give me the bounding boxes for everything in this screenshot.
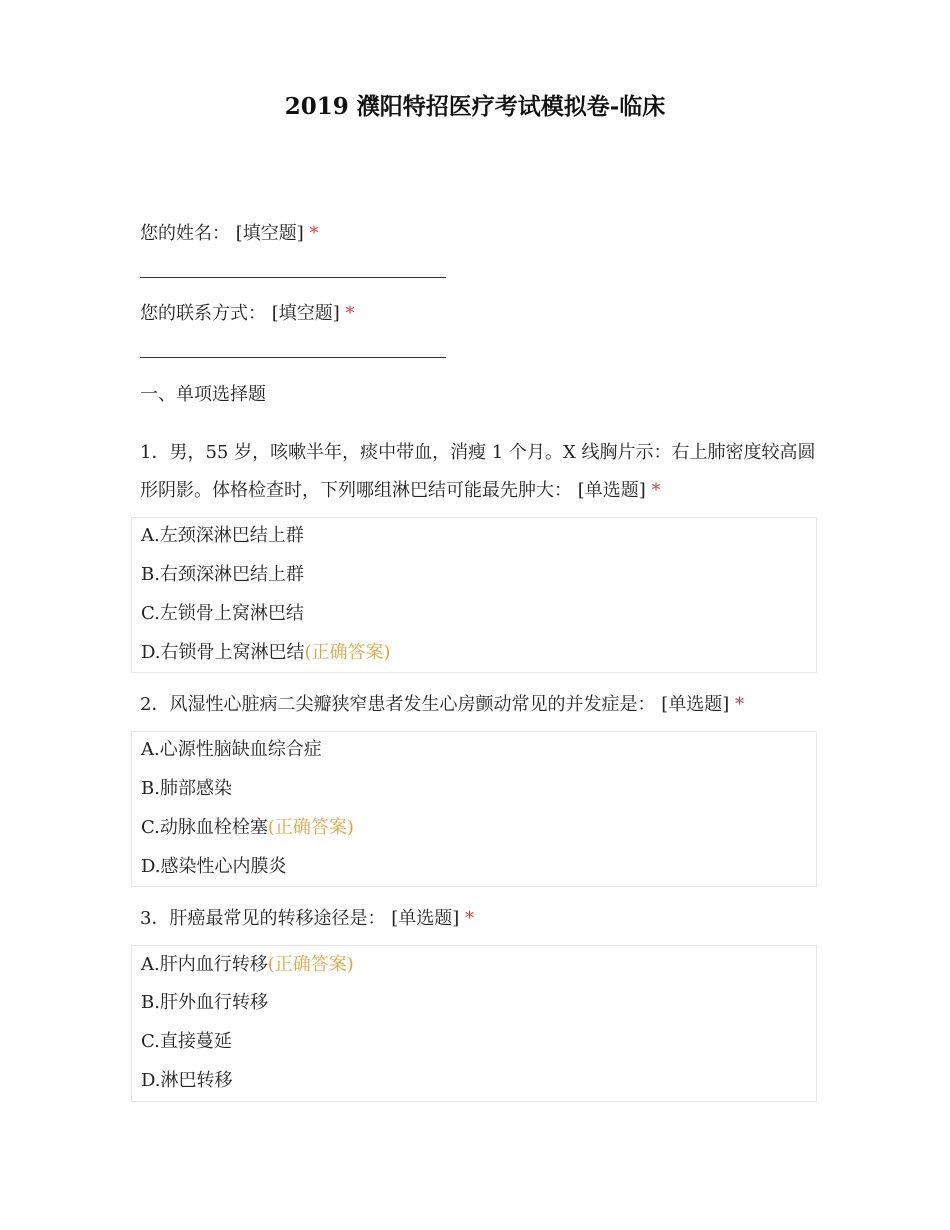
option-a[interactable] xyxy=(141,951,354,979)
option-text: D.感染性心内膜炎 xyxy=(141,856,287,877)
question-number: 2． xyxy=(140,694,170,715)
option-d[interactable] xyxy=(141,639,391,667)
question-2-options xyxy=(131,731,817,887)
option-text: C.动脉血栓栓塞 xyxy=(141,817,268,838)
name-field-type: [填空题] xyxy=(235,223,304,244)
option-text: A.肝内血行转移 xyxy=(141,954,268,975)
name-input-line[interactable] xyxy=(140,277,446,278)
option-text: B.右颈深淋巴结上群 xyxy=(141,564,304,585)
question-type: [单选题] xyxy=(577,480,646,501)
option-text: A.左颈深淋巴结上群 xyxy=(141,525,304,546)
required-mark: * xyxy=(651,480,661,501)
option-c[interactable] xyxy=(141,1028,232,1056)
option-d[interactable] xyxy=(141,853,287,881)
question-type: [单选题] xyxy=(391,908,460,929)
option-b[interactable] xyxy=(141,989,268,1017)
option-text: D.淋巴转移 xyxy=(141,1070,233,1091)
question-1-options xyxy=(131,517,817,673)
contact-field-label xyxy=(140,300,355,328)
question-text: 风湿性心脏病二尖瓣狭窄患者发生心房颤动常见的并发症是： xyxy=(169,694,656,715)
option-text: B.肺部感染 xyxy=(141,778,232,799)
option-text: D.右锁骨上窝淋巴结 xyxy=(141,642,305,663)
contact-field-type: [填空题] xyxy=(271,303,340,324)
question-text: 肝癌最常见的转移途径是： xyxy=(169,908,386,929)
option-c[interactable] xyxy=(141,814,354,842)
question-text: 男，55 岁，咳嗽半年，痰中带血，消瘦 1 个月。X 线胸片示：右上肺密度较高圆形阴影。体格检查时，下列哪组淋巴结可能最先肿大： xyxy=(140,442,816,501)
contact-input-line[interactable] xyxy=(140,357,446,358)
required-mark: * xyxy=(734,694,744,715)
section-title: 一、单项选择题 xyxy=(140,384,266,405)
name-field-label xyxy=(140,220,319,248)
required-mark: * xyxy=(464,908,474,929)
question-number: 3． xyxy=(140,908,170,929)
required-mark: * xyxy=(309,223,319,244)
name-field-label-text: 您的姓名： xyxy=(140,223,230,244)
option-b[interactable] xyxy=(141,561,304,589)
option-text: A.心源性脑缺血综合症 xyxy=(141,739,322,760)
question-3-options xyxy=(131,945,817,1102)
question-type: [单选题] xyxy=(661,694,730,715)
option-text: C.左锁骨上窝淋巴结 xyxy=(141,603,304,624)
option-b[interactable] xyxy=(141,775,232,803)
option-text: B.肝外血行转移 xyxy=(141,992,268,1013)
correct-answer-marker: (正确答案) xyxy=(304,642,391,663)
required-mark: * xyxy=(345,303,355,324)
option-d[interactable] xyxy=(141,1067,233,1095)
option-a[interactable] xyxy=(141,736,322,764)
option-text: C.直接蔓延 xyxy=(141,1031,232,1052)
question-1 xyxy=(140,434,820,510)
correct-answer-marker: (正确答案) xyxy=(267,817,354,838)
contact-field-label-text: 您的联系方式： xyxy=(140,303,266,324)
option-a[interactable] xyxy=(141,522,304,550)
question-2 xyxy=(140,686,820,724)
correct-answer-marker: (正确答案) xyxy=(267,954,354,975)
question-number: 1． xyxy=(140,442,170,463)
option-c[interactable] xyxy=(141,600,304,628)
page-title: 2019 濮阳特招医疗考试模拟卷-临床 xyxy=(284,93,666,120)
question-3 xyxy=(140,900,820,938)
